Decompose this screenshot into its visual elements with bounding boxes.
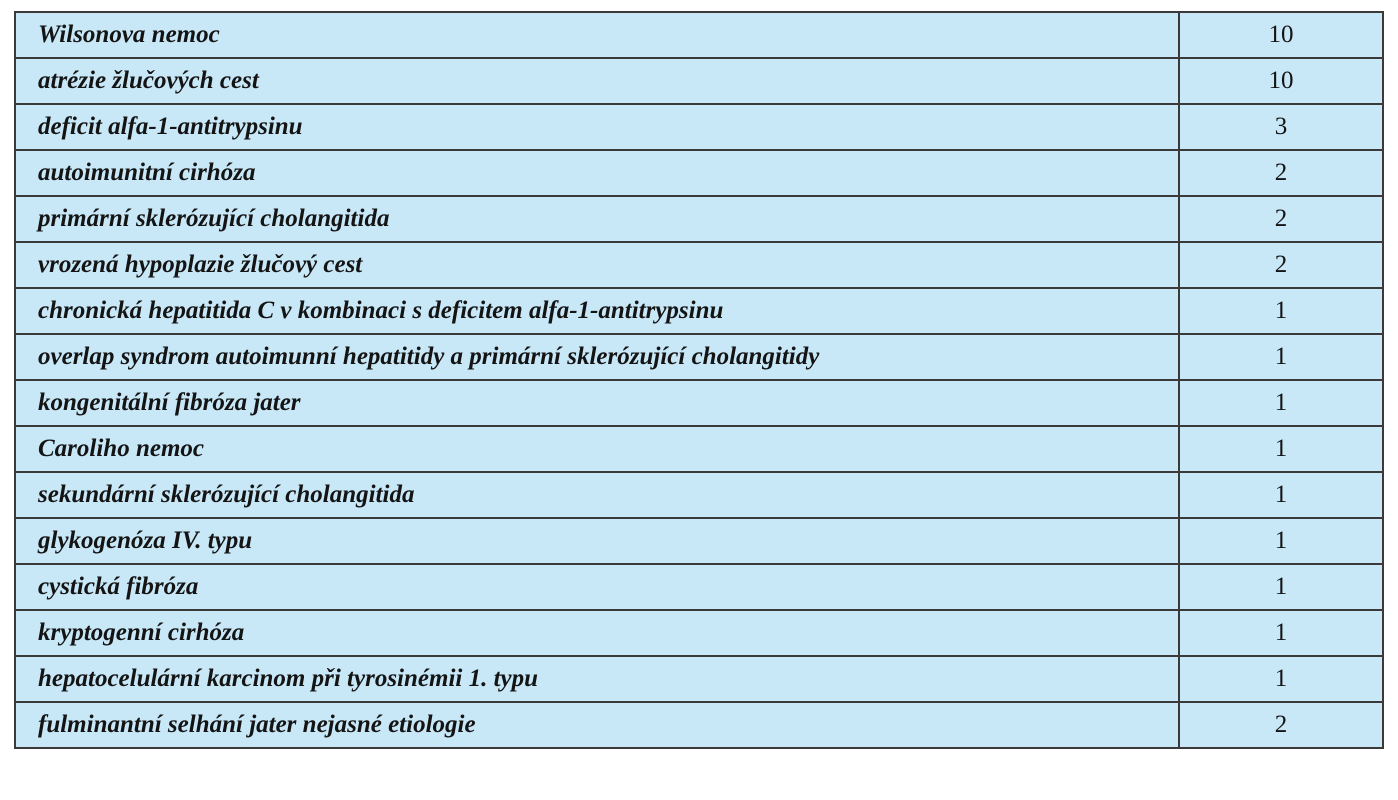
diagnosis-table — [14, 11, 1384, 749]
count-cell: 1 — [1179, 288, 1383, 334]
diagnosis-cell: Caroliho nemoc — [15, 426, 1179, 472]
diagnosis-cell: overlap syndrom autoimunní hepatitidy a primární sklerózující cholangitidy — [15, 334, 1179, 380]
table-row — [15, 564, 1383, 610]
diagnosis-cell: cystická fibróza — [15, 564, 1179, 610]
diagnosis-cell: sekundární sklerózující cholangitida — [15, 472, 1179, 518]
count-cell: 10 — [1179, 12, 1383, 58]
diagnosis-cell: chronická hepatitida C v kombinaci s deficitem alfa-1-antitrypsinu — [15, 288, 1179, 334]
table-row — [15, 12, 1383, 58]
table-row — [15, 242, 1383, 288]
table-row — [15, 288, 1383, 334]
table-row — [15, 58, 1383, 104]
table-row — [15, 426, 1383, 472]
table-row — [15, 150, 1383, 196]
diagnosis-cell: fulminantní selhání jater nejasné etiologie — [15, 702, 1179, 748]
diagnosis-cell: kongenitální fibróza jater — [15, 380, 1179, 426]
diagnosis-cell: vrozená hypoplazie žlučový cest — [15, 242, 1179, 288]
diagnosis-cell: atrézie žlučových cest — [15, 58, 1179, 104]
count-cell: 1 — [1179, 610, 1383, 656]
diagnosis-cell: kryptogenní cirhóza — [15, 610, 1179, 656]
table-row — [15, 104, 1383, 150]
count-cell: 1 — [1179, 656, 1383, 702]
diagnosis-cell: primární sklerózující cholangitida — [15, 196, 1179, 242]
count-cell: 2 — [1179, 702, 1383, 748]
count-cell: 2 — [1179, 242, 1383, 288]
diagnosis-cell: deficit alfa-1-antitrypsinu — [15, 104, 1179, 150]
diagnosis-cell: glykogenóza IV. typu — [15, 518, 1179, 564]
diagnosis-table-body — [15, 12, 1383, 748]
diagnosis-cell: hepatocelulární karcinom při tyrosinémii 1. typu — [15, 656, 1179, 702]
diagnosis-cell: autoimunitní cirhóza — [15, 150, 1179, 196]
table-row — [15, 656, 1383, 702]
count-cell: 1 — [1179, 426, 1383, 472]
count-cell: 1 — [1179, 472, 1383, 518]
count-cell: 1 — [1179, 518, 1383, 564]
diagnosis-table-container — [14, 11, 1384, 749]
table-row — [15, 702, 1383, 748]
table-row — [15, 518, 1383, 564]
count-cell: 2 — [1179, 150, 1383, 196]
table-row — [15, 472, 1383, 518]
count-cell: 2 — [1179, 196, 1383, 242]
table-row — [15, 334, 1383, 380]
diagnosis-cell: Wilsonova nemoc — [15, 12, 1179, 58]
table-row — [15, 610, 1383, 656]
count-cell: 10 — [1179, 58, 1383, 104]
count-cell: 3 — [1179, 104, 1383, 150]
count-cell: 1 — [1179, 380, 1383, 426]
count-cell: 1 — [1179, 564, 1383, 610]
table-row — [15, 380, 1383, 426]
count-cell: 1 — [1179, 334, 1383, 380]
table-row — [15, 196, 1383, 242]
